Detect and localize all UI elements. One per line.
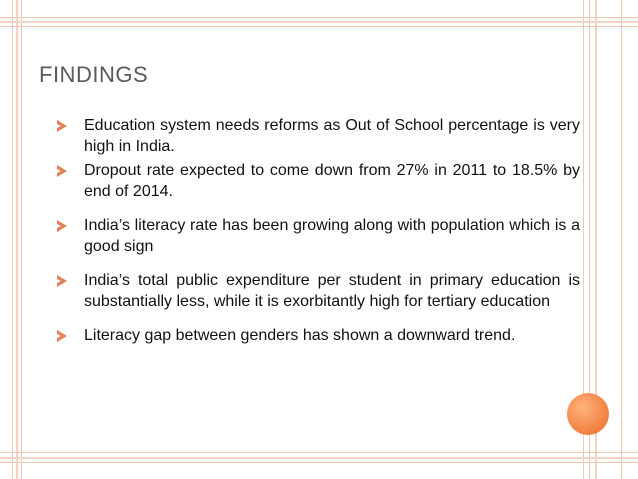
bullet-text: Dropout rate expected to come down from 27% in 2011 to 18.5% by end of 2014. bbox=[84, 162, 580, 200]
border-line-bottom-2 bbox=[0, 457, 638, 459]
border-line-left-2 bbox=[16, 0, 18, 479]
list-item bbox=[54, 270, 580, 312]
bullet-text: India’s total public expenditure per student in primary education is substantially less, while it is exorbitantly high for tertiary education bbox=[84, 272, 580, 310]
arrow-bullet-icon bbox=[57, 330, 67, 342]
bullet-text: Education system needs reforms as Out of School percentage is very high in India. bbox=[84, 117, 580, 155]
border-line-bottom-1 bbox=[0, 452, 638, 453]
arrow-bullet-icon bbox=[57, 220, 67, 232]
border-line-top-2 bbox=[0, 21, 638, 23]
border-line-left-1 bbox=[12, 0, 13, 479]
orange-circle-icon bbox=[567, 393, 609, 435]
border-line-bottom-3 bbox=[0, 462, 638, 463]
arrow-bullet-icon bbox=[57, 165, 67, 177]
list-item bbox=[54, 215, 580, 257]
arrow-bullet-icon bbox=[57, 120, 67, 132]
findings-list bbox=[54, 115, 580, 346]
border-line-top-1 bbox=[0, 17, 638, 18]
slide-title: FINDINGS bbox=[39, 62, 149, 87]
arrow-bullet-icon bbox=[57, 275, 67, 287]
list-item bbox=[54, 325, 580, 346]
border-line-left-3 bbox=[21, 0, 22, 479]
bullet-text: India’s literacy rate has been growing along with population which is a good sign bbox=[84, 217, 580, 255]
list-item bbox=[54, 115, 580, 157]
bullet-text: Literacy gap between genders has shown a downward trend. bbox=[84, 327, 516, 344]
list-item bbox=[54, 160, 580, 202]
border-line-top-3 bbox=[0, 26, 638, 27]
border-line-right-4 bbox=[621, 0, 622, 479]
